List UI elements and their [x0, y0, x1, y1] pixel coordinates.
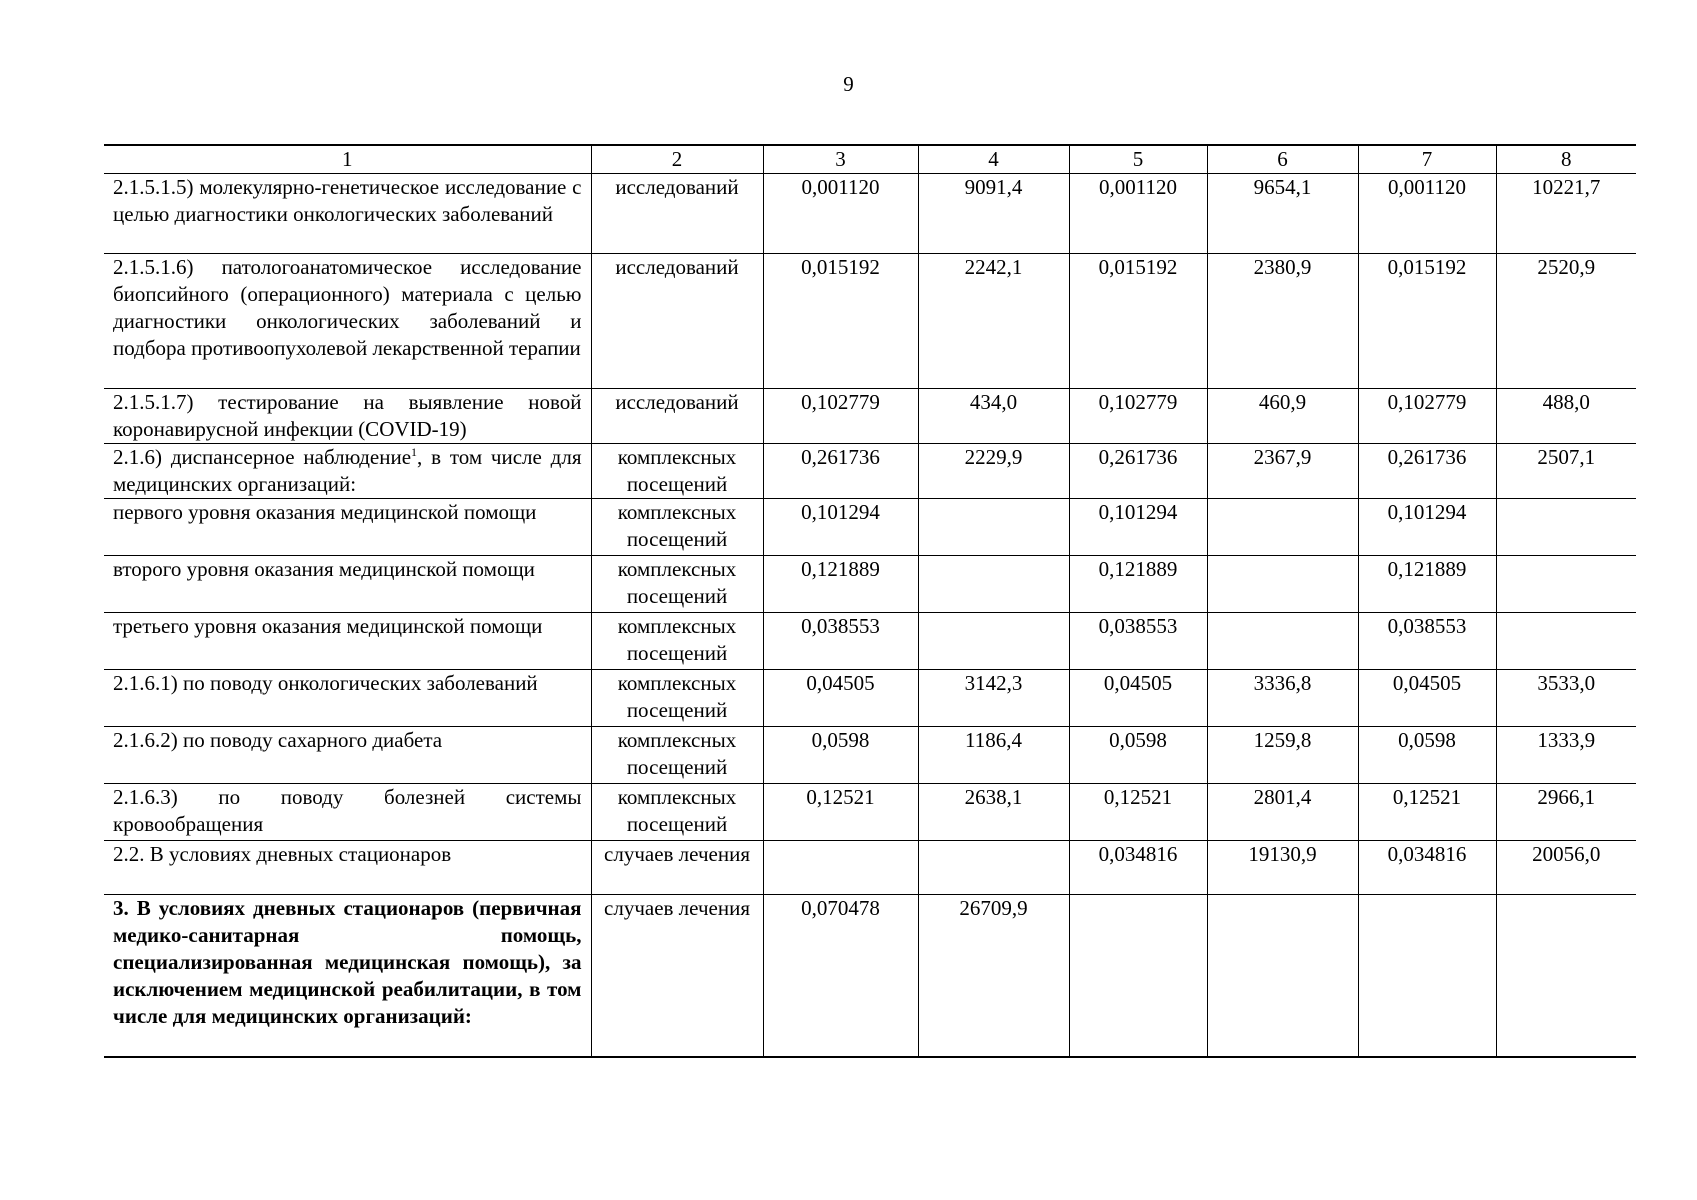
- table-row: [104, 613, 1636, 670]
- row-unit: комплексных посещений: [591, 727, 763, 784]
- column-header-2: 2: [591, 145, 763, 174]
- table-row: [104, 174, 1636, 254]
- row-unit: случаев лечения: [591, 841, 763, 895]
- cell-col7: [1358, 895, 1496, 1057]
- row-name: [104, 499, 591, 556]
- cell-col5: 0,261736: [1069, 444, 1207, 499]
- row-unit: комплексных посещений: [591, 784, 763, 841]
- cell-col4: 2242,1: [918, 254, 1069, 389]
- cell-col8: 10221,7: [1496, 174, 1636, 254]
- cell-col4: 9091,4: [918, 174, 1069, 254]
- data-table: [104, 144, 1636, 1058]
- row-name: [104, 444, 591, 499]
- row-unit: комплексных посещений: [591, 670, 763, 727]
- table-row: [104, 389, 1636, 444]
- row-name-text: третьего уровня оказания медицинской помощи: [113, 614, 543, 638]
- cell-col4: [918, 499, 1069, 556]
- cell-col8: [1496, 499, 1636, 556]
- cell-col4: 2229,9: [918, 444, 1069, 499]
- row-name: [104, 727, 591, 784]
- cell-col4: 2638,1: [918, 784, 1069, 841]
- row-name-text: 2.1.5.1.6) патологоанатомическое исследование биопсийного (операционного) материала с целью диагностики онкологических заболеваний и подбора противоопухолевой лекарственной терапии: [113, 255, 582, 360]
- cell-col7: 0,102779: [1358, 389, 1496, 444]
- cell-col7: 0,038553: [1358, 613, 1496, 670]
- row-name-text-continued: , в том числе для медицинских организаций:: [113, 445, 582, 496]
- table-row: [104, 895, 1636, 1057]
- cell-col3: 0,261736: [763, 444, 918, 499]
- cell-col4: 26709,9: [918, 895, 1069, 1057]
- cell-col3: 0,0598: [763, 727, 918, 784]
- cell-col4: [918, 841, 1069, 895]
- row-unit: комплексных посещений: [591, 444, 763, 499]
- cell-col8: [1496, 613, 1636, 670]
- row-name-text: 2.1.6.3) по поводу болезней системы кровообращения: [113, 785, 582, 836]
- row-name: [104, 389, 591, 444]
- cell-col4: 3142,3: [918, 670, 1069, 727]
- row-name: [104, 670, 591, 727]
- row-name: [104, 254, 591, 389]
- cell-col4: [918, 556, 1069, 613]
- cell-col5: 0,001120: [1069, 174, 1207, 254]
- cell-col6: 1259,8: [1207, 727, 1358, 784]
- cell-col6: 2367,9: [1207, 444, 1358, 499]
- cell-col5: [1069, 895, 1207, 1057]
- row-name-text: 2.1.6.1) по поводу онкологических заболеваний: [113, 671, 538, 695]
- table-row: [104, 670, 1636, 727]
- page-number: 9: [843, 72, 854, 96]
- row-name: [104, 841, 591, 895]
- row-name-text: 2.1.6) диспансерное наблюдение: [113, 445, 412, 469]
- cell-col3: 0,102779: [763, 389, 918, 444]
- cell-col4: 434,0: [918, 389, 1069, 444]
- table-row: [104, 556, 1636, 613]
- cell-col6: [1207, 613, 1358, 670]
- row-unit: исследований: [591, 174, 763, 254]
- cell-col8: 20056,0: [1496, 841, 1636, 895]
- row-name-text: 2.2. В условиях дневных стационаров: [113, 842, 452, 866]
- row-name: [104, 784, 591, 841]
- cell-col3: 0,070478: [763, 895, 918, 1057]
- table-row: [104, 499, 1636, 556]
- cell-col8: 488,0: [1496, 389, 1636, 444]
- cell-col5: 0,102779: [1069, 389, 1207, 444]
- cell-col6: [1207, 499, 1358, 556]
- table-row: [104, 841, 1636, 895]
- cell-col5: 0,0598: [1069, 727, 1207, 784]
- cell-col7: 0,015192: [1358, 254, 1496, 389]
- cell-col4: 1186,4: [918, 727, 1069, 784]
- cell-col3: [763, 841, 918, 895]
- cell-col7: 0,034816: [1358, 841, 1496, 895]
- cell-col7: 0,0598: [1358, 727, 1496, 784]
- cell-col5: 0,101294: [1069, 499, 1207, 556]
- cell-col5: 0,038553: [1069, 613, 1207, 670]
- column-header-1: 1: [104, 145, 591, 174]
- cell-col3: 0,04505: [763, 670, 918, 727]
- row-unit: исследований: [591, 389, 763, 444]
- cell-col6: 460,9: [1207, 389, 1358, 444]
- cell-col6: 19130,9: [1207, 841, 1358, 895]
- column-header-5: 5: [1069, 145, 1207, 174]
- column-header-6: 6: [1207, 145, 1358, 174]
- cell-col3: 0,121889: [763, 556, 918, 613]
- cell-col7: 0,001120: [1358, 174, 1496, 254]
- cell-col8: 1333,9: [1496, 727, 1636, 784]
- cell-col7: 0,261736: [1358, 444, 1496, 499]
- row-unit: исследований: [591, 254, 763, 389]
- cell-col3: 0,038553: [763, 613, 918, 670]
- row-unit: комплексных посещений: [591, 499, 763, 556]
- cell-col5: 0,034816: [1069, 841, 1207, 895]
- cell-col5: 0,015192: [1069, 254, 1207, 389]
- table-row: [104, 727, 1636, 784]
- row-unit: комплексных посещений: [591, 556, 763, 613]
- cell-col8: 3533,0: [1496, 670, 1636, 727]
- table-row: [104, 254, 1636, 389]
- row-name-text: 2.1.5.1.7) тестирование на выявление новой коронавирусной инфекции (COVID-19): [113, 390, 582, 441]
- row-name-text: 2.1.6.2) по поводу сахарного диабета: [113, 728, 443, 752]
- table-row: [104, 784, 1636, 841]
- cell-col7: 0,121889: [1358, 556, 1496, 613]
- row-name-text: 3. В условиях дневных стационаров (первичная медико-санитарная помощь, специализированная медицинская помощь), за исключением медицинской реабилитации, в том числе для медицинских организаций:: [113, 896, 582, 1028]
- cell-col8: [1496, 556, 1636, 613]
- row-name: [104, 613, 591, 670]
- row-name: [104, 895, 591, 1057]
- cell-col5: 0,04505: [1069, 670, 1207, 727]
- cell-col3: 0,101294: [763, 499, 918, 556]
- row-name-text: второго уровня оказания медицинской помощи: [113, 557, 535, 581]
- cell-col5: 0,121889: [1069, 556, 1207, 613]
- cell-col3: 0,015192: [763, 254, 918, 389]
- table-row: [104, 444, 1636, 499]
- row-name: [104, 556, 591, 613]
- column-header-7: 7: [1358, 145, 1496, 174]
- cell-col6: [1207, 895, 1358, 1057]
- cell-col8: 2507,1: [1496, 444, 1636, 499]
- row-unit: случаев лечения: [591, 895, 763, 1057]
- cell-col8: 2966,1: [1496, 784, 1636, 841]
- cell-col6: 3336,8: [1207, 670, 1358, 727]
- column-header-3: 3: [763, 145, 918, 174]
- cell-col3: 0,001120: [763, 174, 918, 254]
- column-header-4: 4: [918, 145, 1069, 174]
- cell-col6: 9654,1: [1207, 174, 1358, 254]
- cell-col5: 0,12521: [1069, 784, 1207, 841]
- cell-col7: 0,101294: [1358, 499, 1496, 556]
- cell-col3: 0,12521: [763, 784, 918, 841]
- cell-col6: [1207, 556, 1358, 613]
- cell-col8: [1496, 895, 1636, 1057]
- row-name-text: первого уровня оказания медицинской помощи: [113, 500, 537, 524]
- row-unit: комплексных посещений: [591, 613, 763, 670]
- column-number-row: [104, 145, 1636, 174]
- cell-col4: [918, 613, 1069, 670]
- cell-col7: 0,12521: [1358, 784, 1496, 841]
- cell-col6: 2801,4: [1207, 784, 1358, 841]
- row-name-text: 2.1.5.1.5) молекулярно-генетическое исследование с целью диагностики онкологических заболеваний: [113, 175, 582, 226]
- column-header-8: 8: [1496, 145, 1636, 174]
- cell-col8: 2520,9: [1496, 254, 1636, 389]
- cell-col7: 0,04505: [1358, 670, 1496, 727]
- cell-col6: 2380,9: [1207, 254, 1358, 389]
- footnote-marker: 1: [411, 445, 418, 459]
- row-name: [104, 174, 591, 254]
